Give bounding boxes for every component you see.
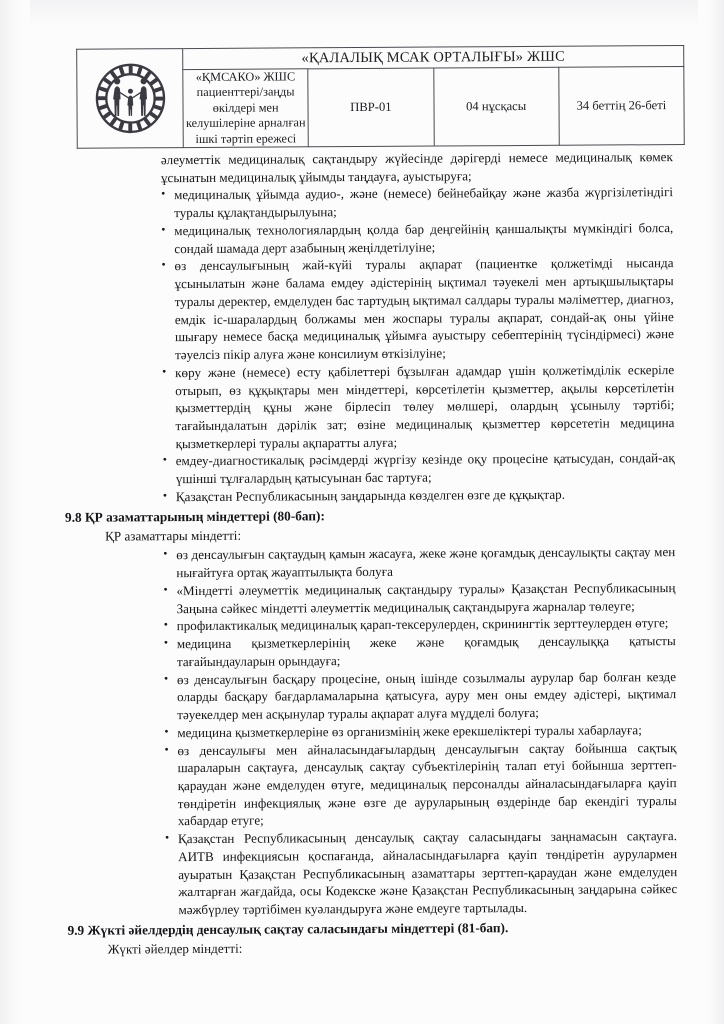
document-version: 04 нұсқасы [433, 67, 559, 146]
document-name: «ҚМСАКО» ЖШС пациенттері/заңды өкілдері мен келушілеріне арналған ішкі тәртіп ережесі [183, 69, 309, 148]
page-number-of-total: 34 беттің 26-беті [559, 67, 685, 146]
list-item: • профилактикалық медициналық қарап-тексерулерден, скринингтік зерттеулерден өтуге; [164, 614, 676, 635]
patient-rights-list [53, 184, 675, 507]
family-in-circle-emblem-logo-icon [77, 59, 182, 138]
list-item: • медицина қызметкерлеріне өз организмінің жеке ерекшеліктері туралы хабарлауға; [164, 721, 676, 742]
list-item: • емдеу-диагностикалық рәсімдерді жүргізу кезінде оқу процесіне қатысудан, сондай-ақ үшінші тұлғалардың қатысуынан бас тартуға; [163, 450, 675, 489]
list-item: • өз денсаулығы мен айналасындағылардың денсаулығын сақтау бойынша сақтық шараларын сақтауға, денсаулық сақтау субъектілерінің талап етуі бойынша зерттеп-қараудан және емделуден өтуге, медициналық персоналды айналасындағыларға қауіп төндіретін инфекциялық және өзге де ауруларының өздерінде бар екендігі туралы хабардар етуге; [164, 739, 677, 831]
list-item: • өз денсаулығын басқару процесіне, оның ішінде созылмалы аурулар бар болған кезде оларды басқару бағдарламаларына қатысуға, ауру мен оны емдеу әдістері, ықтимал тәуекелдер мен асқынулар туралы ақпарат алуға мүдделі болуға; [164, 668, 676, 724]
list-item: • медициналық технологиялардың қолда бар деңгейінің қаншалықты мүмкіндігі болса, сондай шамада дерт азабының жеңілдетілуіне; [161, 219, 673, 258]
organization-logo-cell [77, 49, 184, 149]
section-subheading-9-9: Жүкті әйелдер міндетті: [107, 940, 243, 957]
section-subheading-9-8: ҚР азаматтары міндетті: [105, 527, 242, 544]
list-item: • медициналық ұйымда аудио-, және (немесе) бейнебайқау және жазба жүргізілетіндігі туралы құлақтандырылуына; [161, 184, 673, 223]
list-item: • Қазақстан Республикасының заңдарында көзделген өзге де құқықтар. [163, 485, 675, 506]
organization-title: «ҚАЛАЛЫҚ МСАК ОРТАЛЫҒЫ» ЖШС [183, 46, 684, 70]
section-heading-9-9: 9.9 Жүкті әйелдердің денсаулық сақтау саласындағы міндеттері (81-бап). [67, 919, 509, 938]
document-body [53, 148, 678, 960]
list-item: • медицина қызметкерлерінің жеке және қоғамдық денсаулыққа қатысты тағайындауларын орындауға; [164, 632, 676, 671]
section-heading-9-8: 9.8 ҚР азаматтарының міндеттері (80-бап): [64, 507, 325, 525]
document-header-table [76, 45, 685, 149]
list-item: • өз денсаулығының жай-күйі туралы ақпарат (пациентке қолжетімді нысанда ұсынылатын және балама емдеу әдістерінің ықтимал тәуекелі мен артықшылықтары туралы деректер, емделуден бас тартудың ықтимал салдары туралы мәліметтер, диагноз, емдік іс-шаралардың болжамы мен жоспары туралы ақпарат, сондай-ақ оны үйіне шығару немесе басқа медициналық ұйымға ауыстыру себептерінің түсіндірмесі) және тәуелсіз пікір алуға және консилиум өткізілуіне; [161, 254, 674, 364]
list-item: • өз денсаулығын сақтаудың қамын жасауға, жеке және қоғамдық денсаулықты сақтау мен нығайтуға ортақ жауаптылықта болуға [163, 544, 675, 583]
citizen-duties-list [55, 544, 677, 920]
continuation-paragraph: әлеуметтік медициналық сақтандыру жүйесінде дәрігерді немесе медициналық көмек ұсынатын медициналық ұйымды таңдауға, ауыстыруға; [160, 149, 673, 185]
list-item: • көру және (немесе) есту қабілеттері бұзылған адамдар үшін қолжетімділік ескеріле отырып, өз құқықтары мен міндеттері, көрсетілетін қызметтер, ақылы көрсетілетін қызметтердің құны және бірлесіп төлеу мөлшері, олардың ұсынылу тәртібі; тағайындалатын дәрілік зат; өзіне медициналық қызметтер көрсететін медицина қызметкерлері туралы ақпаратты алуға; [162, 361, 675, 453]
list-item: • Қазақстан Республикасының денсаулық сақтау саласындағы заңнамасын сақтауға. АИТВ инфекциясын қоспағанда, айналасындағыларға қауіп төндіретін аурулармен ауыратын Қазақстан Республикасының азаматтары зерттеп-қараудан және емделуден жалтарған жағдайда, осы Кодекске және Қазақстан Республикасының заңдарына сәйкес мәжбүрлеу тәртібімен куәландыруға және емдеуге тартылады. [165, 827, 678, 919]
document-code: ПВР-01 [308, 68, 434, 147]
list-item: • «Міндетті әлеуметтік медициналық сақтандыру туралы» Қазақстан Республикасының Заңына сәйкес міндетті әлеуметтік медициналық сақтандыруға жарналар төлеуге; [163, 579, 675, 618]
